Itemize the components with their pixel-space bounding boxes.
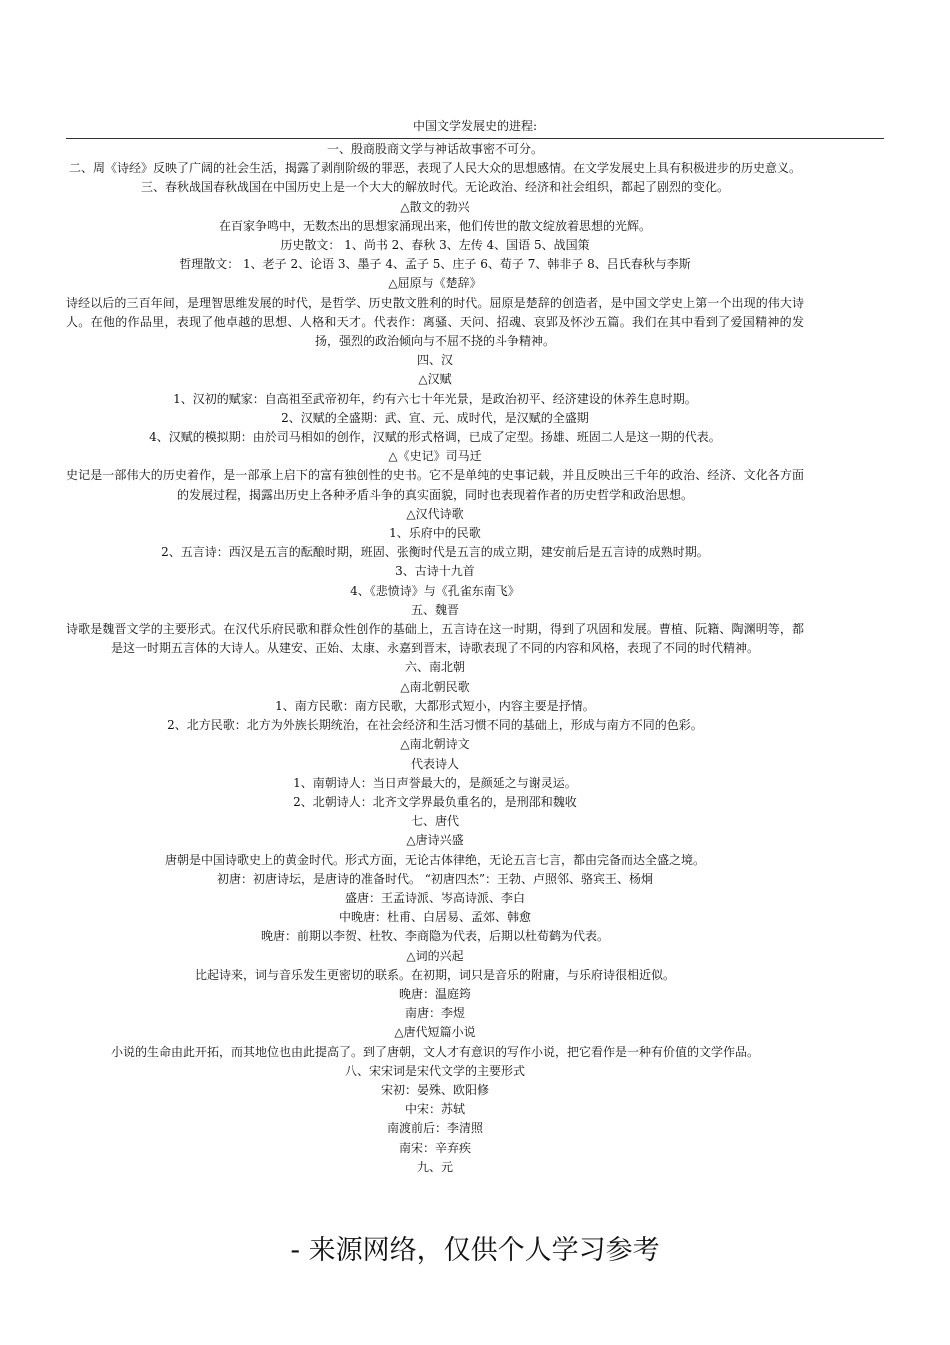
text-line: 南宋：辛弃疾 (398, 1140, 471, 1155)
text-line: 中晚唐：杜甫、白居易、孟郊、韩愈 (338, 910, 531, 925)
text-line: 2、北朝诗人：北齐文学界最负重名的，是刑邵和魏收 (293, 794, 577, 809)
text-line: 中宋：苏轼 (404, 1102, 465, 1117)
text-line: 历史散文： 1、尚书 2、春秋 3、左传 4、国语 5、战国策 (280, 238, 590, 253)
text-line: 初唐：初唐诗坛，是唐诗的准备时代。 “初唐四杰”：王勃、卢照邻、骆宾王、杨炯 (216, 871, 654, 886)
text-line: △屈原与《楚辞》 (388, 276, 482, 291)
text-line: 3、古诗十九首 (395, 564, 475, 579)
text-line: 1、南朝诗人：当日声誉最大的，是颜延之与谢灵运。 (293, 775, 577, 790)
text-line: 诗经以后的三百年间，是理智思维发展的时代，是哲学、历史散文胜利的时代。屈原是楚辞的创造者，是中国文学史上第一个出现的伟大诗人。在他的作品里，表现了他卓越的思想、人格和天才。代表作：离骚、天问、招魂、哀郢及怀沙五篇。我们在其中看到了爱国精神的发扬，强烈的政治倾向与不屈不挠的斗争精神。 (66, 295, 804, 349)
text-line: 四、汉 (416, 353, 453, 368)
text-line: 南唐：李煜 (404, 1006, 465, 1021)
text-line: 哲理散文： 1、老子 2、论语 3、墨子 4、孟子 5、庄子 6、荀子 7、韩非子 8、吕氏春秋与李斯 (179, 257, 691, 272)
text-line: △唐代短篇小说 (394, 1025, 476, 1040)
text-line: 五、魏晋 (410, 602, 459, 617)
text-line: 小说的生命由此开拓，而其地位也由此提高了。到了唐朝，文人才有意识的写作小说，把它看作是一种有价值的文学作品。 (110, 1044, 759, 1059)
text-line: 南渡前后：李清照 (386, 1121, 483, 1136)
text-line: 六、南北朝 (404, 660, 465, 675)
text-line: 晚唐：温庭筠 (398, 986, 471, 1001)
text-line: 2、北方民歌：北方为外族长期统治，在社会经济和生活习惯不同的基础上，形成与南方不同的色彩。 (167, 718, 703, 733)
text-line: 唐朝是中国诗歌史上的黄金时代。形式方面，无论古体律绝，无论五言七言，都由完备而达全盛之境。 (164, 852, 705, 867)
text-line: 4、《悲愤诗》与《孔雀东南飞》 (350, 583, 520, 598)
text-line: 2、汉赋的全盛期：武、宣、元、成时代，是汉赋的全盛期 (281, 410, 589, 425)
text-line: △《史记》司马迁 (388, 449, 482, 464)
text-line: 诗歌是魏晋文学的主要形式。在汉代乐府民歌和群众性创作的基础上，五言诗在这一时期，得到了巩固和发展。曹植、阮籍、陶渊明等，都是这一时期五言体的大诗人。从建安、正始、太康、永嘉到晋末，诗歌表现了不同的内容和风格，表现了不同的时代精神。 (66, 622, 804, 656)
text-line: 4、汉赋的模拟期：由於司马相如的创作，汉赋的形式格调，已成了定型。扬雄、班固二人是这一期的代表。 (149, 430, 721, 445)
text-line: 代表诗人 (410, 756, 459, 771)
text-line: △南北朝民歌 (400, 679, 470, 694)
text-line: 比起诗来，词与音乐发生更密切的联系。在初期，词只是音乐的附庸，与乐府诗很相近似。 (194, 967, 675, 982)
text-line: 九、元 (416, 1159, 453, 1174)
document-header: 中国文学发展史的进程: (412, 119, 538, 133)
text-line: 宋初：晏殊、欧阳修 (380, 1082, 489, 1097)
text-line: △汉代诗歌 (406, 506, 464, 521)
text-line: 1、汉初的赋家：自高祖至武帝初年，约有六七十年光景，是政治初平、经济建设的休养生息时期。 (173, 391, 697, 406)
text-line: 八、宋宋词是宋代文学的主要形式 (344, 1063, 525, 1078)
text-line: 七、唐代 (410, 814, 459, 829)
text-line: 在百家争鸣中，无数杰出的思想家涌现出来，他们传世的散文绽放着思想的光辉。 (218, 218, 651, 233)
text-line: 2、五言诗：西汉是五言的酝酿时期，班固、张衡时代是五言的成立期，建安前后是五言诗的成熟时期。 (161, 545, 709, 560)
text-line: 一、殷商股商文学与神话故事密不可分。 (326, 142, 543, 156)
text-line: △汉赋 (418, 372, 452, 387)
text-line: 三、春秋战国春秋战国在中国历史上是一个大大的解放时代。无论政治、经济和社会组织，都起了剧烈的变化。 (140, 180, 729, 195)
text-line: △词的兴起 (406, 948, 464, 963)
text-line: 二、周《诗经》反映了广阔的社会生活，揭露了剥削阶级的罪恶，表现了人民大众的思想感情。在文学发展史上具有积极进步的历史意义。 (68, 161, 801, 176)
text-line: 史记是一部伟大的历史着作，是一部承上启下的富有独创性的史书。它不是单纯的史事记载，并且反映出三千年的政治、经济、文化各方面的发展过程，揭露出历史上各种矛盾斗争的真实面貌，同时也表现着作者的历史哲学和政治思想。 (66, 468, 804, 502)
text-line: 晚唐：前期以李贺、杜牧、李商隐为代表，后期以杜荀鹤为代表。 (260, 929, 609, 944)
text-line: 1、南方民歌：南方民歌，大都形式短小，内容主要是抒情。 (275, 698, 595, 713)
text-line: 盛唐：王孟诗派、岑高诗派、李白 (344, 890, 525, 905)
text-line: △唐诗兴盛 (406, 833, 464, 848)
document-footer: - 来源网络，仅供个人学习参考 (290, 1235, 660, 1266)
document-body (66, 140, 804, 1177)
text-line: △散文的勃兴 (400, 199, 470, 214)
text-line: △南北朝诗文 (400, 737, 470, 752)
text-line: 1、乐府中的民歌 (389, 526, 481, 541)
header-rule (66, 138, 884, 139)
